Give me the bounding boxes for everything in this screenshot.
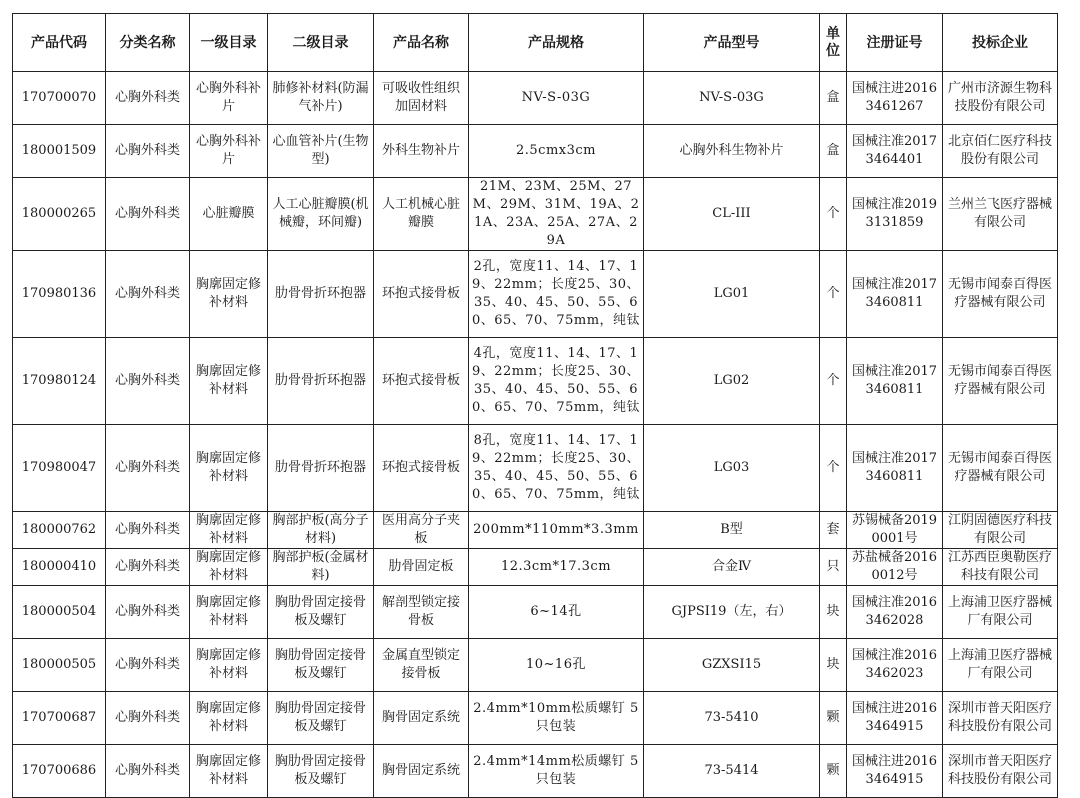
cell-level2: 心血管补片(生物型): [268, 125, 374, 178]
cell-category: 心胸外科类: [106, 72, 190, 125]
cell-spec: 8孔，宽度11、14、17、19、22mm；长度25、30、35、40、45、50、55、60、65、70、75mm，纯钛: [469, 425, 644, 512]
cell-registration: 国械注准20193131859: [847, 178, 943, 251]
col-header-registration: 注册证号: [847, 14, 943, 72]
cell-company: 无锡市闻泰百得医疗器械有限公司: [943, 251, 1058, 338]
cell-spec: 10~16孔: [469, 639, 644, 692]
cell-level1: 胸廓固定修补材料: [190, 338, 268, 425]
cell-spec: 2.4mm*10mm松质螺钉 5只包装: [469, 692, 644, 745]
table-row: [13, 425, 1058, 512]
product-table: [12, 13, 1058, 798]
cell-company: 江阴固德医疗科技有限公司: [943, 512, 1058, 549]
cell-category: 心胸外科类: [106, 745, 190, 798]
cell-product-name: 金属直型锁定接骨板: [374, 639, 469, 692]
cell-model: B型: [644, 512, 820, 549]
cell-code: 170700686: [13, 745, 106, 798]
cell-spec: 4孔，宽度11、14、17、19、22mm；长度25、30、35、40、45、50、55、60、65、70、75mm，纯钛: [469, 338, 644, 425]
cell-registration: 国械注准20163462028: [847, 586, 943, 639]
cell-company: 深圳市普天阳医疗科技股份有限公司: [943, 692, 1058, 745]
cell-spec: 2孔，宽度11、14、17、19、22mm；长度25、30、35、40、45、50、55、60、65、70、75mm，纯钛: [469, 251, 644, 338]
cell-model: GZXSⅠ15: [644, 639, 820, 692]
cell-spec: 12.3cm*17.3cm: [469, 549, 644, 586]
cell-code: 180000410: [13, 549, 106, 586]
cell-model: CL-III: [644, 178, 820, 251]
cell-unit: 盒: [820, 72, 847, 125]
cell-product-name: 肋骨固定板: [374, 549, 469, 586]
cell-unit: 个: [820, 178, 847, 251]
cell-code: 180000505: [13, 639, 106, 692]
header-row: [13, 14, 1058, 72]
cell-level2: 肋骨骨折环抱器: [268, 251, 374, 338]
cell-unit: 个: [820, 425, 847, 512]
cell-code: 180000762: [13, 512, 106, 549]
cell-registration: 国械注准20173460811: [847, 338, 943, 425]
cell-registration: 国械注准20173460811: [847, 425, 943, 512]
cell-category: 心胸外科类: [106, 512, 190, 549]
cell-category: 心胸外科类: [106, 338, 190, 425]
cell-model: NV-S-03G: [644, 72, 820, 125]
cell-model: LG03: [644, 425, 820, 512]
cell-level1: 心脏瓣膜: [190, 178, 268, 251]
cell-level2: 胸肋骨固定接骨板及螺钉: [268, 745, 374, 798]
cell-level2: 胸肋骨固定接骨板及螺钉: [268, 692, 374, 745]
cell-company: 上海浦卫医疗器械厂有限公司: [943, 586, 1058, 639]
col-header-level1: 一级目录: [190, 14, 268, 72]
cell-code: 170980047: [13, 425, 106, 512]
col-header-spec: 产品规格: [469, 14, 644, 72]
cell-company: 广州市济源生物科技股份有限公司: [943, 72, 1058, 125]
cell-model: 心胸外科生物补片: [644, 125, 820, 178]
cell-product-name: 环抱式接骨板: [374, 251, 469, 338]
col-header-category: 分类名称: [106, 14, 190, 72]
cell-level2: 肋骨骨折环抱器: [268, 338, 374, 425]
cell-registration: 国械注进20163464915: [847, 745, 943, 798]
cell-level1: 胸廓固定修补材料: [190, 586, 268, 639]
cell-category: 心胸外科类: [106, 586, 190, 639]
cell-model: 73-5410: [644, 692, 820, 745]
cell-company: 无锡市闻泰百得医疗器械有限公司: [943, 338, 1058, 425]
cell-code: 180000265: [13, 178, 106, 251]
cell-registration: 苏盐械备20160012号: [847, 549, 943, 586]
cell-unit: 块: [820, 586, 847, 639]
cell-unit: 块: [820, 639, 847, 692]
cell-level1: 胸廓固定修补材料: [190, 425, 268, 512]
cell-product-name: 环抱式接骨板: [374, 425, 469, 512]
cell-level2: 胸部护板(金属材料): [268, 549, 374, 586]
cell-registration: 苏锡械备20190001号: [847, 512, 943, 549]
cell-product-name: 胸骨固定系统: [374, 745, 469, 798]
cell-level2: 胸肋骨固定接骨板及螺钉: [268, 639, 374, 692]
cell-category: 心胸外科类: [106, 125, 190, 178]
cell-level2: 肺修补材料(防漏气补片): [268, 72, 374, 125]
cell-company: 上海浦卫医疗器械厂有限公司: [943, 639, 1058, 692]
cell-level2: 人工心脏瓣膜(机械瓣，环间瓣): [268, 178, 374, 251]
cell-level1: 心胸外科补片: [190, 72, 268, 125]
table-row: [13, 692, 1058, 745]
cell-model: GJPSⅠ19（左，右）: [644, 586, 820, 639]
cell-registration: 国械注准20173460811: [847, 251, 943, 338]
cell-company: 兰州兰飞医疗器械有限公司: [943, 178, 1058, 251]
cell-level2: 胸肋骨固定接骨板及螺钉: [268, 586, 374, 639]
cell-unit: 个: [820, 251, 847, 338]
table-row: [13, 512, 1058, 549]
cell-product-name: 可吸收性组织加固材料: [374, 72, 469, 125]
cell-product-name: 环抱式接骨板: [374, 338, 469, 425]
cell-level1: 心胸外科补片: [190, 125, 268, 178]
cell-level1: 胸廓固定修补材料: [190, 549, 268, 586]
cell-unit: 盒: [820, 125, 847, 178]
cell-unit: 套: [820, 512, 847, 549]
cell-category: 心胸外科类: [106, 425, 190, 512]
cell-category: 心胸外科类: [106, 251, 190, 338]
cell-spec: 6~14孔: [469, 586, 644, 639]
cell-product-name: 胸骨固定系统: [374, 692, 469, 745]
cell-level2: 肋骨骨折环抱器: [268, 425, 374, 512]
cell-category: 心胸外科类: [106, 639, 190, 692]
cell-level1: 胸廓固定修补材料: [190, 639, 268, 692]
cell-product-name: 医用高分子夹板: [374, 512, 469, 549]
cell-product-name: 外科生物补片: [374, 125, 469, 178]
cell-model: 合金Ⅳ: [644, 549, 820, 586]
col-header-company: 投标企业: [943, 14, 1058, 72]
cell-code: 170980136: [13, 251, 106, 338]
cell-category: 心胸外科类: [106, 178, 190, 251]
cell-code: 170980124: [13, 338, 106, 425]
cell-spec: 2.4mm*14mm松质螺钉 5只包装: [469, 745, 644, 798]
cell-level1: 胸廓固定修补材料: [190, 745, 268, 798]
cell-level1: 胸廓固定修补材料: [190, 251, 268, 338]
cell-product-name: 人工机械心脏瓣膜: [374, 178, 469, 251]
cell-code: 170700687: [13, 692, 106, 745]
cell-category: 心胸外科类: [106, 692, 190, 745]
table-row: [13, 125, 1058, 178]
cell-unit: 只: [820, 549, 847, 586]
cell-level1: 胸廓固定修补材料: [190, 512, 268, 549]
cell-company: 江苏西臣奥勒医疗科技有限公司: [943, 549, 1058, 586]
cell-model: LG02: [644, 338, 820, 425]
cell-unit: 颗: [820, 692, 847, 745]
table-row: [13, 251, 1058, 338]
cell-company: 深圳市普天阳医疗科技股份有限公司: [943, 745, 1058, 798]
table-row: [13, 178, 1058, 251]
table-row: [13, 338, 1058, 425]
col-header-model: 产品型号: [644, 14, 820, 72]
cell-company: 北京佰仁医疗科技股份有限公司: [943, 125, 1058, 178]
cell-spec: 2.5cmx3cm: [469, 125, 644, 178]
cell-product-name: 解剖型锁定接骨板: [374, 586, 469, 639]
table-row: [13, 745, 1058, 798]
cell-company: 无锡市闻泰百得医疗器械有限公司: [943, 425, 1058, 512]
table-row: [13, 586, 1058, 639]
table-row: [13, 639, 1058, 692]
cell-registration: 国械注准20163462023: [847, 639, 943, 692]
cell-code: 170700070: [13, 72, 106, 125]
cell-code: 180001509: [13, 125, 106, 178]
cell-spec: 200mm*110mm*3.3mm: [469, 512, 644, 549]
col-header-name: 产品名称: [374, 14, 469, 72]
cell-registration: 国械注准20173464401: [847, 125, 943, 178]
cell-spec: NV-S-03G: [469, 72, 644, 125]
cell-code: 180000504: [13, 586, 106, 639]
cell-unit: 个: [820, 338, 847, 425]
col-header-unit: 单位: [820, 14, 847, 72]
cell-model: LG01: [644, 251, 820, 338]
cell-spec: 21M、23M、25M、27M、29M、31M、19A、21A、23A、25A、27A、29A: [469, 178, 644, 251]
table-row: [13, 72, 1058, 125]
cell-registration: 国械注进20163461267: [847, 72, 943, 125]
cell-level1: 胸廓固定修补材料: [190, 692, 268, 745]
cell-unit: 颗: [820, 745, 847, 798]
cell-registration: 国械注进20163464915: [847, 692, 943, 745]
table-row: [13, 549, 1058, 586]
col-header-code: 产品代码: [13, 14, 106, 72]
col-header-level2: 二级目录: [268, 14, 374, 72]
cell-category: 心胸外科类: [106, 549, 190, 586]
cell-level2: 胸部护板(高分子材料): [268, 512, 374, 549]
cell-model: 73-5414: [644, 745, 820, 798]
